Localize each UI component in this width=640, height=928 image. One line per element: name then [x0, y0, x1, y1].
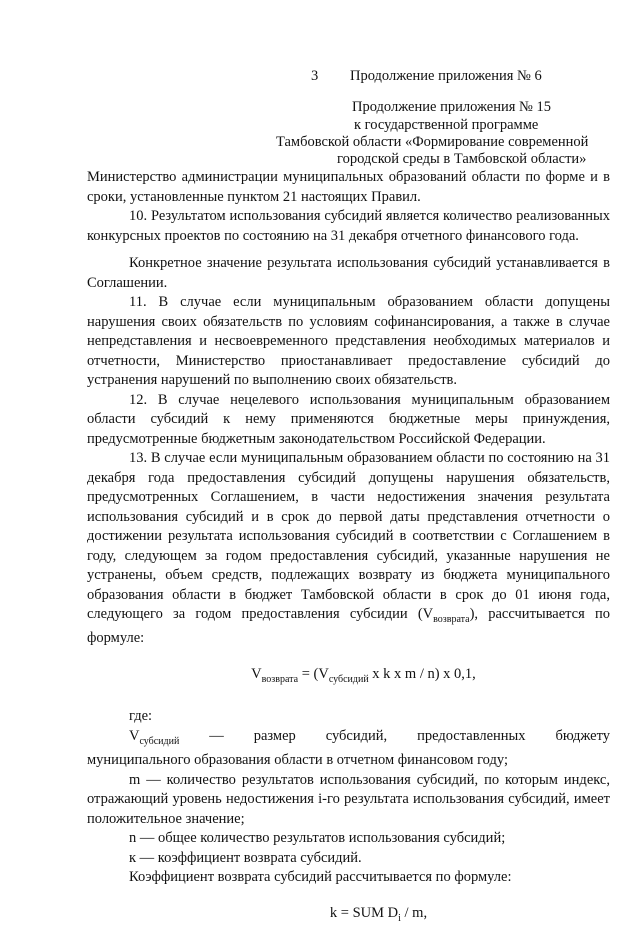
clause-10-result: Конкретное значение результата использования субсидий устанавливается в Соглашении. [87, 255, 610, 291]
v-subsidy-definition: $V_{субсидий}$ — размер субсидий, предоставленных бюджету [129, 727, 610, 747]
page-number: 3 [311, 68, 319, 84]
clause-12: 12. В случае нецелевого использования муниципальным образованием области субсидий к нему применяются бюджетные меры принуждения, предусмотренные бюджетным законодательством Российской Федерации. [87, 391, 610, 447]
k-definition: к — коэффициент возврата субсидий. [129, 849, 362, 866]
clause-13: 13. В случае если муниципальным образованием области по состоянию на 31 декабря года предоставления субсидий допущены нарушения обязательств, предусмотренных Соглашением, в части недостижения значения результата использования субсидий и в срок до первой даты представления отчетности о достижении результата использования субсидий в соответствии с Соглашением в году, следующем за годом предоставления субсидий, указанные нарушения не устранены, объем средств, подлежащих возврату из бюджета муниципального образования области в бюджет Тамбовской области в срок до 01 июня года, следующего за годом предоставления субсидии $(V_{возврата})$, рассчитывается по формуле: [87, 450, 611, 647]
v-subsidy-definition-cont: муниципального образования области в отчетном финансовом году; [87, 752, 508, 769]
to-state-program: к государственной программе [354, 117, 539, 133]
appendix-15-continuation: Продолжение приложения № 15 [352, 99, 551, 115]
appendix-6-continuation: Продолжение приложения № 6 [350, 68, 542, 84]
coefficient-formula: k = SUM $D_i$ / m, [329, 904, 428, 924]
m-definition: m — количество результатов использования субсидий, по которым индекс, отражающий уровень недостижения i-го результата использования субсидий, имеет положительное значение; [87, 771, 610, 827]
coefficient-intro: Коэффициент возврата субсидий рассчитывается по формуле: [129, 869, 512, 886]
program-name-line2: городской среды в Тамбовской области» [337, 151, 587, 167]
where-label: где: [129, 708, 153, 725]
clause-10: 10. Результатом использования субсидий является количество реализованных конкурсных проектов по состоянию на 31 декабря отчетного финансового года. [87, 208, 610, 244]
refund-formula: $V_{возврата} = (V_{субсидий}$ x k x m / n) x 0,1, [251, 665, 476, 685]
document-body [87, 168, 610, 928]
n-definition: n — общее количество результатов использования субсидий; [129, 830, 506, 847]
program-name-line1: Тамбовской области «Формирование современной [276, 134, 589, 150]
intro-paragraph: Министерство администрации муниципальных образований области по форме и в сроки, установленные пунктом 21 настоящих Правил. [87, 169, 610, 205]
clause-11: 11. В случае если муниципальным образованием области допущены нарушения своих обязательств по условиям софинансирования, а также в случае непредставления и несвоевременного представления необходимых материалов и отчетности, Министерство приостанавливает предоставление субсидий до устранения нарушений по выполнению своих обязательств. [87, 294, 610, 388]
